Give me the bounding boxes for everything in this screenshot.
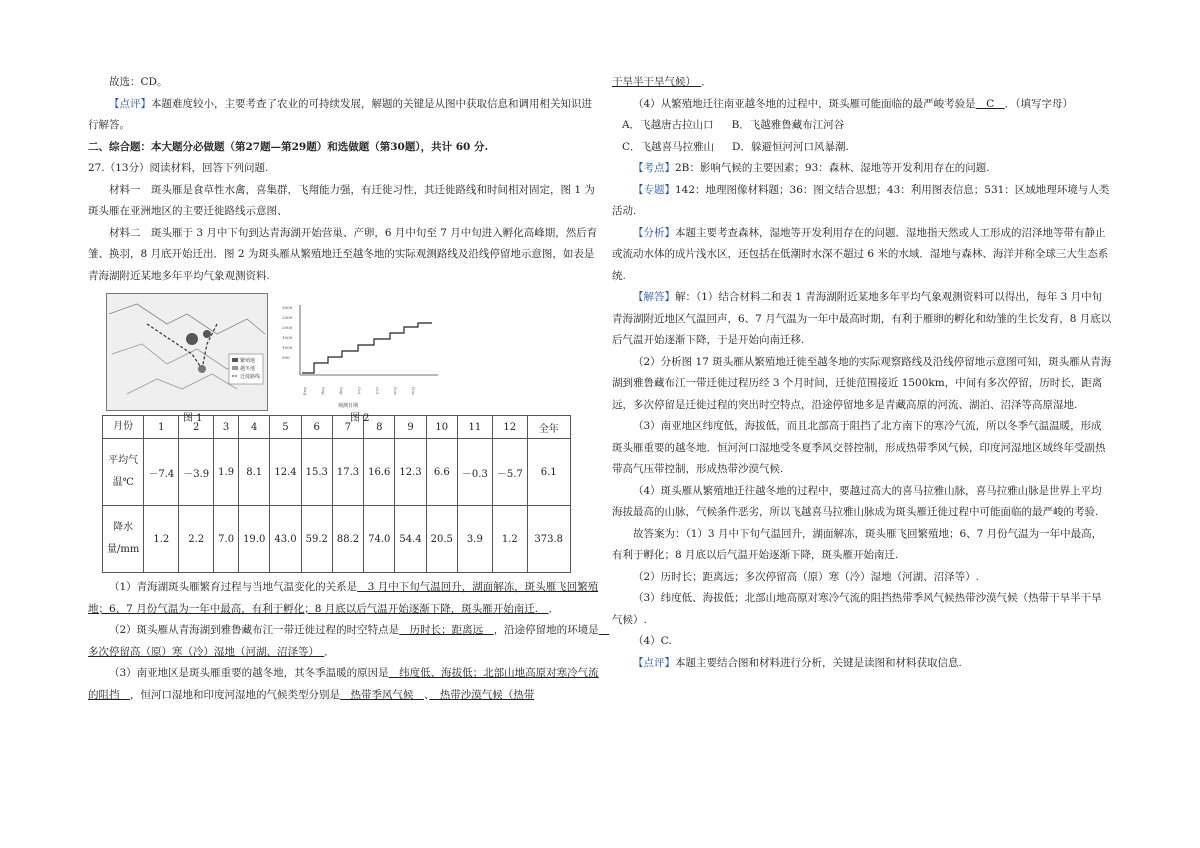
table-cell: 3.9 [457,506,492,573]
table-cell: 全年 [527,416,570,439]
answer-blank: 热带季风气候 [340,688,424,701]
question-text: ． [701,76,712,88]
table-cell: 19.0 [239,506,270,573]
row-header-month: 月份 [103,416,144,439]
table-cell: 17.3 [332,439,363,506]
table-cell: 88.2 [332,506,363,573]
table-cell: 6.6 [426,439,457,506]
chart-x-label: 观测日期 [338,403,359,409]
previous-comment [88,94,600,137]
material-one: 材料一 斑头雁是食草性水禽，喜集群，飞翔能力强，有迁徙习性，其迁徙路线和时间相对固定，图 1 为斑头雁在亚洲地区的主要迁徙路线示意图、 [88,183,595,217]
final-answer-3: （3）纬度低、海拔低；北部山地高原对寒冷气流的阻挡热带季风气候热带沙漠气候（热带干旱半干旱气候）. [612,592,1102,626]
table-cell: －3.9 [179,439,214,506]
row-header-precipitation: 降水量/mm [103,506,144,573]
question-2 [88,620,610,663]
jieda-3: （3）南亚地区纬度低，海拔低，而且北部高于阻挡了北方南下的寒冷气流，所以冬季气温温暖，形成斑头雁重要的越冬地．恒河河口湿地受冬夏季风交替控制，形成热带季风气候，印度河湿地区域终年受副热带高气压带控制，形成热带沙漠气候. [612,420,1106,475]
table-cell: 1 [144,416,179,439]
table-cell: 1.2 [492,506,527,573]
table-cell: 20.5 [426,506,457,573]
dianping-text: 本题主要结合图和材料进行分析，关键是读图和材料获取信息. [675,656,962,669]
kaodian-text: 2B：影响气候的主要因素；93：森林、湿地等开发利用存在的问题. [675,162,990,174]
jieda-2: （2）分析图 17 斑头雁从繁殖地迁徙至越冬地的实际观察路线及沿线停留地示意图可知，斑头雁从青海湖到雅鲁藏布江一带迁徙过程历经 3 个月时间，迁徙范围接近 1500km，中间有多次停留，历时长，距离远，多次停留是迁徙过程的突出时空特点，沿途停留地多是青藏高原的河流、湖泊、沼泽等高原湿地. [612,355,1112,411]
figures [88,293,600,424]
svg-text:Oct: Oct [357,387,362,395]
table-cell: 8.1 [239,439,270,506]
svg-text:Sep: Sep [339,387,344,395]
question-27-intro: 27.（13分）阅读材料，回答下列问题. [88,162,269,174]
options-row-2 [612,137,1112,159]
zhuanti-tag: 【专题】 [633,183,675,196]
table-cell: 59.2 [301,506,332,573]
table-cell: 12.4 [270,439,301,506]
svg-text:1500: 1500 [282,335,293,340]
migration-map-graphic [107,294,267,410]
table-cell: 2 [179,416,214,439]
question-text: （3）南亚地区是斑头雁重要的越冬地，其冬季温暖的原因是 [109,667,389,679]
table-cell: 8 [364,416,395,439]
table-row-temperature [103,439,571,506]
fenxi-tag: 【分析】 [633,226,675,239]
table-cell: 43.0 [270,506,301,573]
answer-blank: 历时长；距离远 [399,624,494,636]
table-cell: 373.8 [527,506,570,573]
dianping [612,653,1112,675]
table-cell: 15.3 [301,439,332,506]
svg-text:Nov: Nov [393,387,398,396]
table-cell: 9 [395,416,426,439]
table-cell: 12.3 [395,439,426,506]
svg-text:3000: 3000 [282,305,293,310]
question-text: ． [324,645,335,658]
figure-1-caption: 图 1 [183,413,203,424]
answer-blank: 3 月中下旬气温回升，湖面解冻，斑头雁飞回繁殖地；6、7 月份气温为一年中最高，有利于孵化；8 月底以后气温开始逐渐下降，斑头雁开始南迁. [88,581,599,615]
table-cell: 16.6 [364,439,395,506]
question-3 [88,663,600,706]
kaodian-tag: 【考点】 [633,162,675,174]
figure-2-chart [278,297,448,413]
zhuanti-text: 142：地理图像材料题；36：图文结合思想；43：利用图表信息；531：区域地理环境与人类活动. [612,183,1110,217]
question-text: ，沿途停留地的环境是 [493,624,599,636]
table-cell: 6.1 [527,439,570,506]
option-c: C．飞越喜马拉雅山 [622,140,715,153]
question-text: ，恒河口湿地和印度河湿地的气候类型分别是 [130,688,340,701]
answer-blank: 热带沙漠气候（热带 [429,688,535,701]
table-cell: 54.4 [395,506,426,573]
svg-text:Oct: Oct [375,387,380,395]
table-cell: 2.2 [179,506,214,573]
svg-text:Sep: Sep [321,387,326,395]
zhuanti [612,180,1112,223]
table-row-precipitation [103,506,571,573]
table-cell: 7 [332,416,363,439]
options-row-1 [612,115,1112,137]
answer-blank: 纬度低、海拔低；北部山地高原对寒冷气流的阻挡 [88,667,599,701]
jieda-1 [612,287,1112,352]
right-column [612,72,1112,674]
question-text: ．（填写字母） [1004,97,1073,110]
table-cell: 6 [301,416,332,439]
row-header-temperature: 平均气温℃ [103,439,144,506]
table-cell: 4 [239,416,270,439]
final-answer-1: 故答案为：（1）3 月中下旬气温回升，湖面解冻，斑头雁飞回繁殖地；6、7 月份气温为一年中最高，有利于孵化；8 月底以后气温开始逐渐下降，斑头雁开始南迁. [612,527,1103,561]
table-cell: 12 [492,416,527,439]
legend-wintering: 越冬地 [240,366,256,372]
figure-1-map [106,293,268,411]
svg-text:500: 500 [282,355,290,360]
svg-text:1000: 1000 [282,345,293,350]
question-1 [88,577,600,620]
answer-blank: C [975,97,1005,110]
comment-text: 本题难度较小，主要考查了农业的可持续发展，解题的关键是从图中获取信息和调用相关知识进行解答。 [88,97,592,131]
kaodian [612,158,1112,180]
table-cell: 74.0 [364,506,395,573]
table-cell: 3 [214,416,239,439]
table-cell: －7.4 [144,439,179,506]
observation-chart-graphic [278,297,448,409]
question-3-continued [612,72,1112,94]
option-d: D．躲避恒河河口风暴潮. [732,140,849,153]
climate-table [102,415,571,573]
table-cell: －0.3 [457,439,492,506]
table-cell: 1.2 [144,506,179,573]
svg-text:2500: 2500 [282,315,293,320]
legend-breeding: 繁殖地 [240,358,256,364]
previous-answer: 故选：CD。 [109,76,168,88]
fenxi [612,223,1112,288]
question-4 [612,94,1112,116]
final-answer-2: （2）历时长；距离远；多次停留高（原）寒（冷）湿地（河湖、沼泽等）. [633,570,980,583]
jieda-text: 解：（1）结合材料二和表 1 青海湖附近某地多年平均气象观测资料可以得出，每年 3 月中旬青海湖附近地区气温回声，6、7 月气温为一年中最高时期，有利于雁卵的孵化和幼雏的生长发育，8 月底以后气温开始逐渐下降，于是开始向南迁移. [612,291,1112,346]
svg-text:2000: 2000 [282,325,293,330]
option-a: A．飞越唐古拉山口 [622,119,714,131]
final-answer-4: （4）C. [633,635,672,647]
material-two: 材料二 斑头雁于 3 月中下旬到达青海湖开始营巢、产卵，6 月中旬至 7 月中旬进入孵化高峰期，然后育雏、换羽，8 月底开始迁出．图 2 为斑头雁从繁殖地迁至越冬地的实际观测路线及沿线停留地示意图，如表是青海湖附近某地多年平均气象观测资料. [88,226,598,282]
table-cell: 11 [457,416,492,439]
section-heading: 二、综合题：本大题分必做题（第27题—第29题）和选做题（第30题），共计 60 分. [88,140,489,153]
table-cell: 1.9 [214,439,239,506]
question-text: （2）斑头雁从青海湖到雅鲁藏布江一带迁徙过程的时空特点是 [109,624,400,636]
table-row-months [103,416,571,439]
jieda-4: （4）斑头雁从繁殖地迁往越冬地的过程中，要越过高大的喜马拉雅山脉，喜马拉雅山脉是世界上平均海拔最高的山脉，气候条件恶劣，所以飞越喜马拉雅山脉成为斑头雁迁徙过程中可能面临的最严峻的考验. [612,484,1102,518]
option-b: B．飞越雅鲁藏布江河谷 [731,119,845,131]
svg-text:Aug: Aug [303,387,308,396]
question-text: 、 [424,688,430,701]
dianping-tag: 【点评】 [633,656,675,669]
question-text: （4）从繁殖地迁往南亚越冬地的过程中，斑头雁可能面临的最严峻考验是 [633,97,976,110]
question-text: （1）青海湖斑头雁繁育过程与当地气温变化的关系是 [109,581,358,593]
fenxi-text: 本题主要考查森林，湿地等开发利用存在的问题．湿地指天然或人工形成的沼泽地等带有静止或流动水体的成片浅水区，还包括在低潮时水深不超过 6 米的水域．湿地与森林、海洋并称全球三大生态系统. [612,226,1109,282]
svg-text:Nov: Nov [411,387,416,396]
table-cell: 7.0 [214,506,239,573]
question-text: ． [548,602,560,615]
left-column [88,72,610,706]
answer-blank: 多次停留高（原）寒（冷）湿地（河湖、沼泽等） [88,624,610,658]
jieda-tag: 【解答】 [633,291,675,303]
answer-blank: 干旱半干旱气候） [612,76,702,88]
comment-tag: 【点评】 [109,97,151,110]
table-cell: 10 [426,416,457,439]
table-cell: －5.7 [492,439,527,506]
legend-route: 迁徙路线 [240,374,261,380]
figure-2-caption: 图 2 [350,413,370,424]
table-cell: 5 [270,416,301,439]
